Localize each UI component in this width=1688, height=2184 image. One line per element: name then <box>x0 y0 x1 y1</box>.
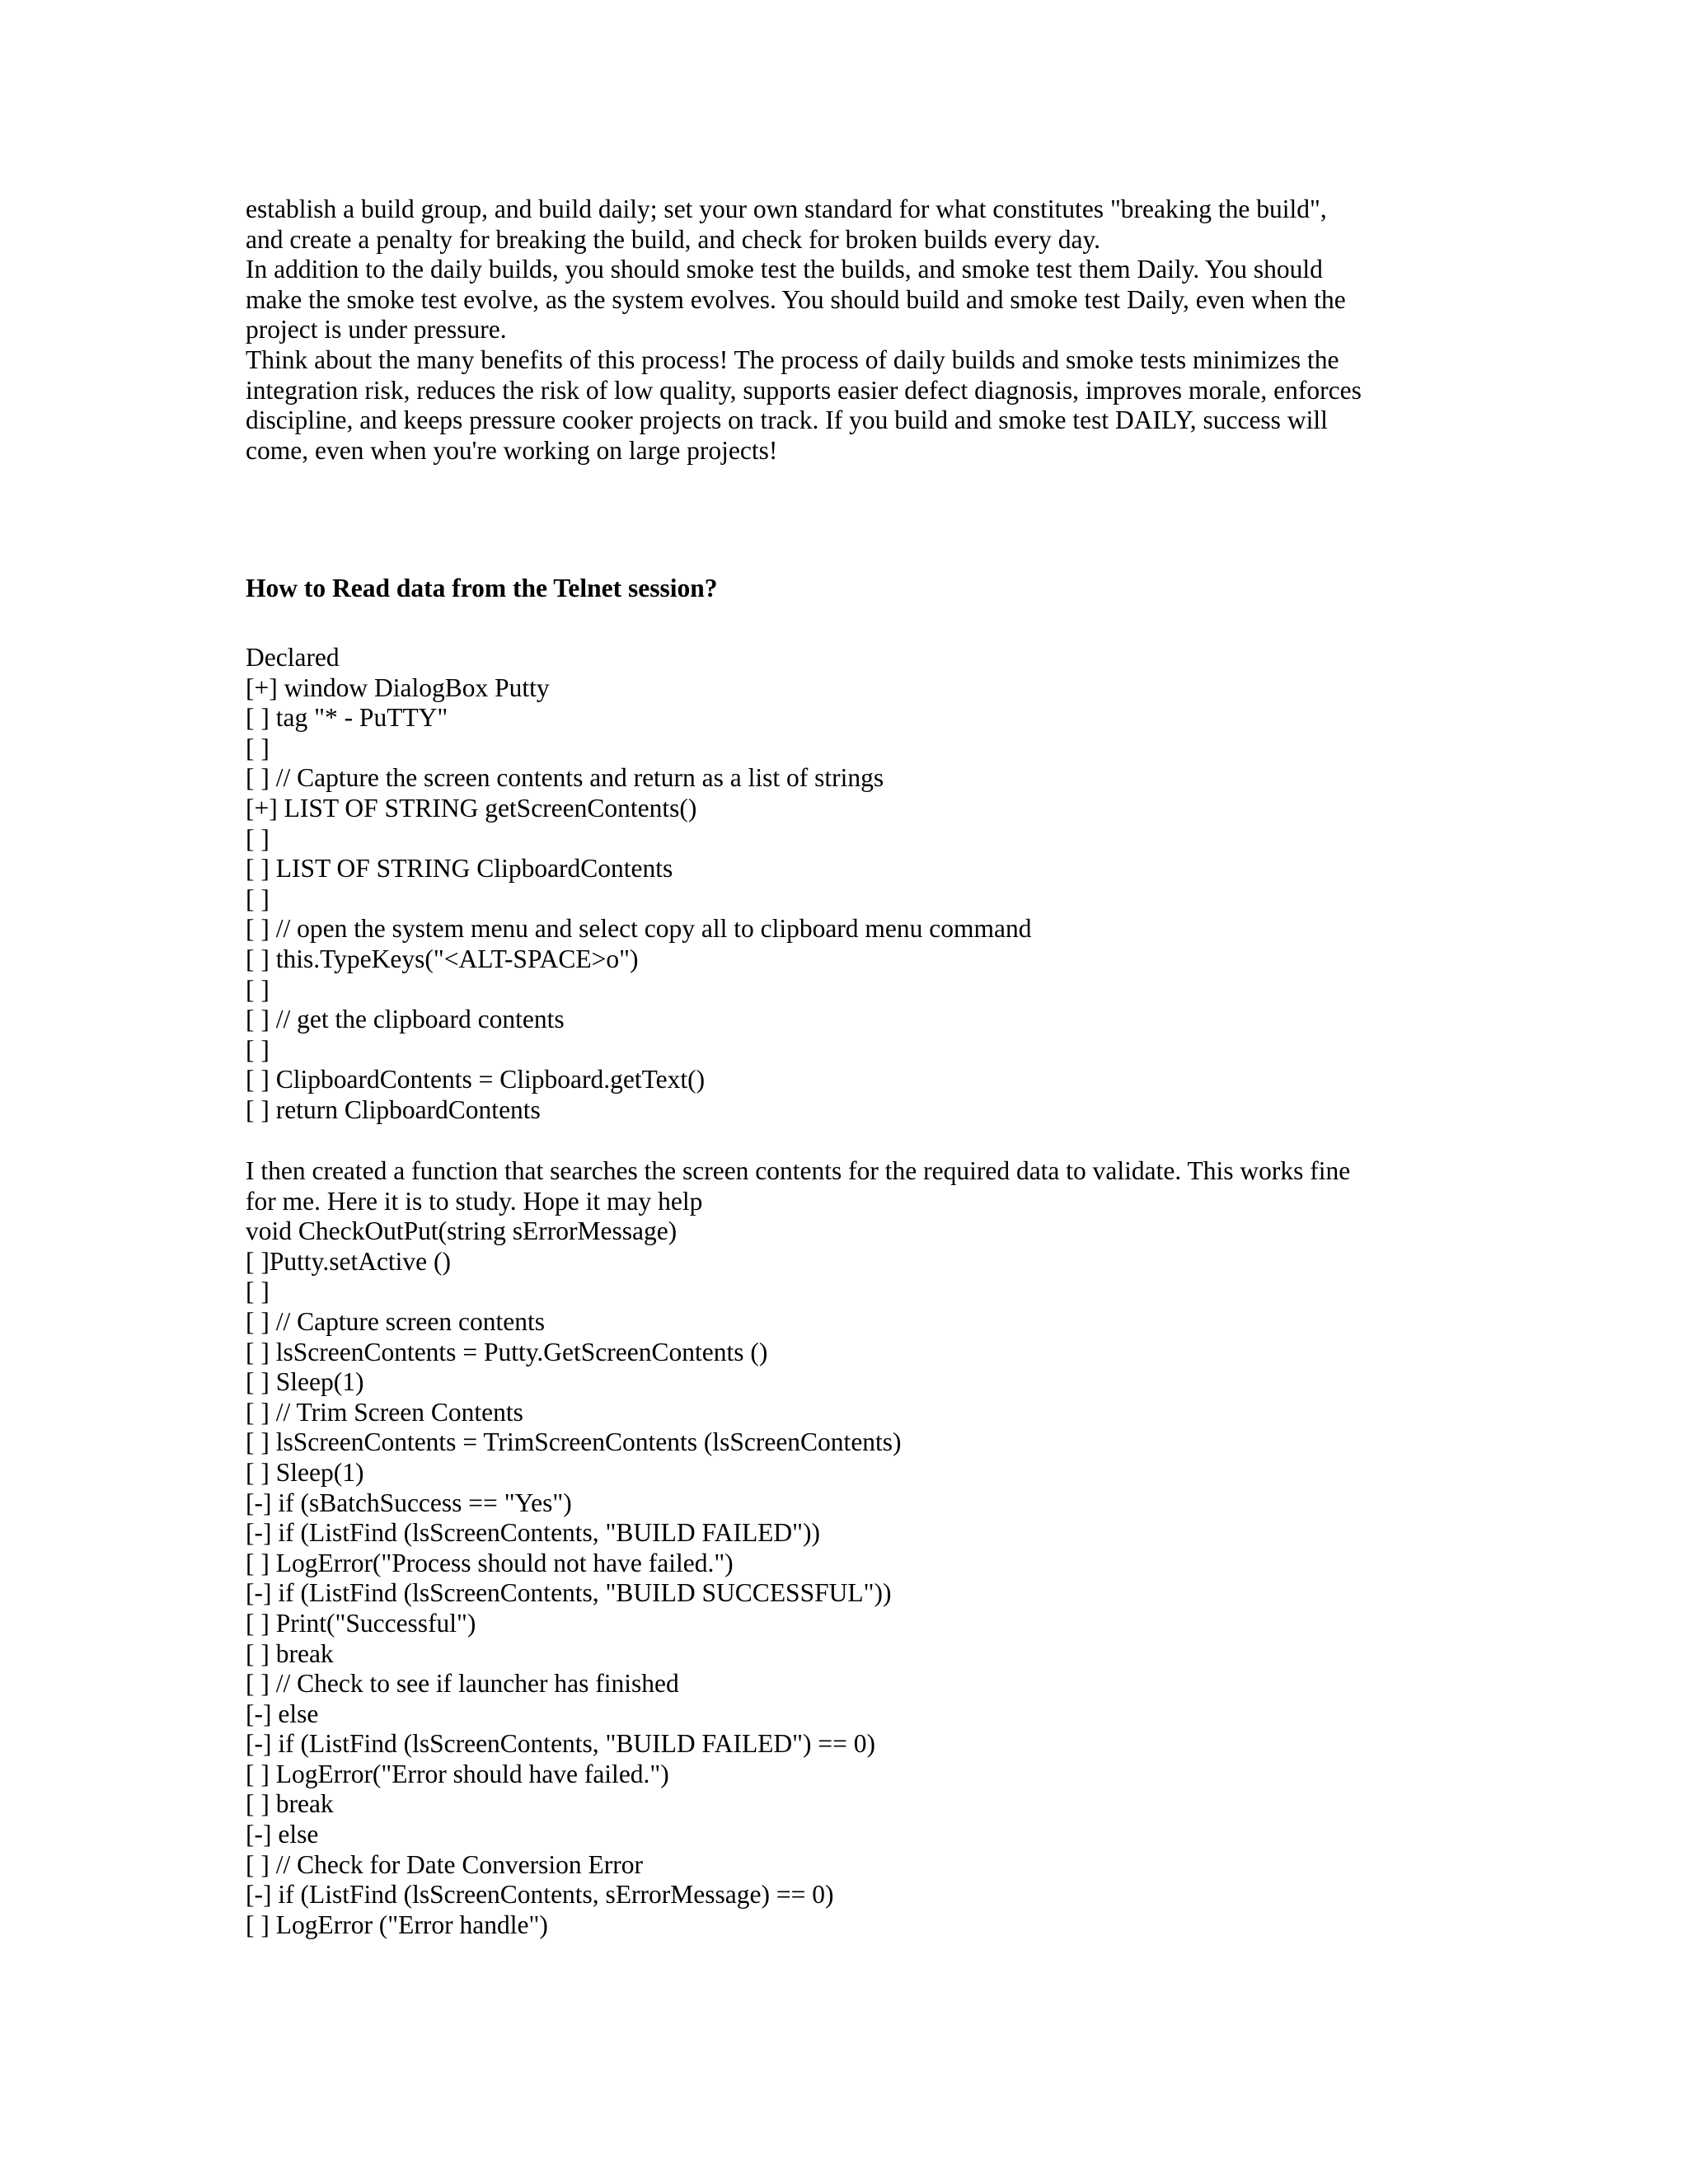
code-line: [-] if (sBatchSuccess == "Yes") <box>246 1488 572 1517</box>
text-line: project is under pressure. <box>246 315 507 344</box>
text-line: come, even when you're working on large projects! <box>246 435 778 465</box>
paragraph-benefits <box>246 345 1449 466</box>
code-line: [ ] tag "* - PuTTY" <box>246 703 448 733</box>
code-line: [-] if (ListFind (lsScreenContents, "BUILD FAILED") == 0) <box>246 1729 876 1759</box>
code-line: [-] if (ListFind (lsScreenContents, "BUILD SUCCESSFUL")) <box>246 1578 892 1608</box>
text-line: discipline, and keeps pressure cooker projects on track. If you build and smoke test DAILY, success will <box>246 405 1328 435</box>
code-line: [ ]Putty.setActive () <box>246 1246 452 1276</box>
code-line: Declared <box>246 643 340 672</box>
paragraph-smoke-test <box>246 255 1449 345</box>
section-heading: How to Read data from the Telnet session? <box>246 574 718 602</box>
code-line: [ ] // Capture screen contents <box>246 1306 545 1336</box>
code-line: [ ] return ClipboardContents <box>246 1094 541 1124</box>
code-line: [ ] Print("Successful") <box>246 1608 476 1638</box>
code-line: [ ] // Trim Screen Contents <box>246 1397 523 1427</box>
code-line: [ ] // Check to see if launcher has finished <box>246 1669 679 1699</box>
code-line: [ ] break <box>246 1789 334 1819</box>
code-line: [ ] // Capture the screen contents and return as a list of strings <box>246 763 884 793</box>
code-line: [ ] <box>246 823 270 853</box>
code-line: [ ] this.TypeKeys("<ALT-SPACE>o") <box>246 944 639 973</box>
code-line: [ ] lsScreenContents = Putty.GetScreenContents () <box>246 1337 768 1366</box>
text-line: and create a penalty for breaking the build, and check for broken builds every day. <box>246 224 1101 254</box>
code-line: [ ] LogError("Error should have failed.") <box>246 1759 669 1788</box>
code-line: [-] if (ListFind (lsScreenContents, "BUILD FAILED")) <box>246 1518 821 1548</box>
text-line: establish a build group, and build daily; set your own standard for what constitutes "breaking the build", <box>246 194 1327 223</box>
text-line: Think about the many benefits of this process! The process of daily builds and smoke tests minimizes the <box>246 344 1339 374</box>
code-line: [ ] lsScreenContents = TrimScreenContents (lsScreenContents) <box>246 1427 902 1457</box>
code-line: for me. Here it is to study. Hope it may help <box>246 1186 703 1216</box>
code-line: [+] LIST OF STRING getScreenContents() <box>246 793 697 823</box>
text-line: integration risk, reduces the risk of low quality, supports easier defect diagnosis, improves morale, enforces <box>246 375 1362 405</box>
code-line: [-] else <box>246 1699 319 1728</box>
code-line: I then created a function that searches the screen contents for the required data to validate. This works fine <box>246 1156 1351 1185</box>
text-line: make the smoke test evolve, as the system evolves. You should build and smoke test Daily, even when the <box>246 284 1346 314</box>
intro-text <box>246 194 1449 466</box>
code-line: [ ] LogError ("Error handle") <box>246 1910 548 1939</box>
code-line: [ ] // open the system menu and select copy all to clipboard menu command <box>246 914 1032 944</box>
code-line: [-] else <box>246 1820 319 1849</box>
code-line: [ ] <box>246 1034 270 1064</box>
text-line: In addition to the daily builds, you should smoke test the builds, and smoke test them Daily. You should <box>246 255 1323 284</box>
code-line: [ ] Sleep(1) <box>246 1367 364 1397</box>
code-line: [ ] // Check for Date Conversion Error <box>246 1849 643 1879</box>
code-line: [-] if (ListFind (lsScreenContents, sErrorMessage) == 0) <box>246 1880 834 1910</box>
code-line: [ ] break <box>246 1638 334 1668</box>
code-line: [ ] // get the clipboard contents <box>246 1005 565 1034</box>
code-line: [ ] <box>246 974 270 1004</box>
check-output-code-block <box>246 1156 1350 1940</box>
code-line: [ ] <box>246 1277 270 1306</box>
code-line: [+] window DialogBox Putty <box>246 673 550 702</box>
code-line: [ ] <box>246 883 270 913</box>
declared-code-block <box>246 643 1032 1126</box>
code-line: [ ] Sleep(1) <box>246 1457 364 1487</box>
code-line: [ ] <box>246 733 270 762</box>
code-line: [ ] LIST OF STRING ClipboardContents <box>246 854 673 883</box>
paragraph-build-group <box>246 194 1449 255</box>
code-line: [ ] LogError("Process should not have failed.") <box>246 1548 734 1577</box>
code-line: void CheckOutPut(string sErrorMessage) <box>246 1216 678 1246</box>
code-line: [ ] ClipboardContents = Clipboard.getText() <box>246 1065 706 1094</box>
